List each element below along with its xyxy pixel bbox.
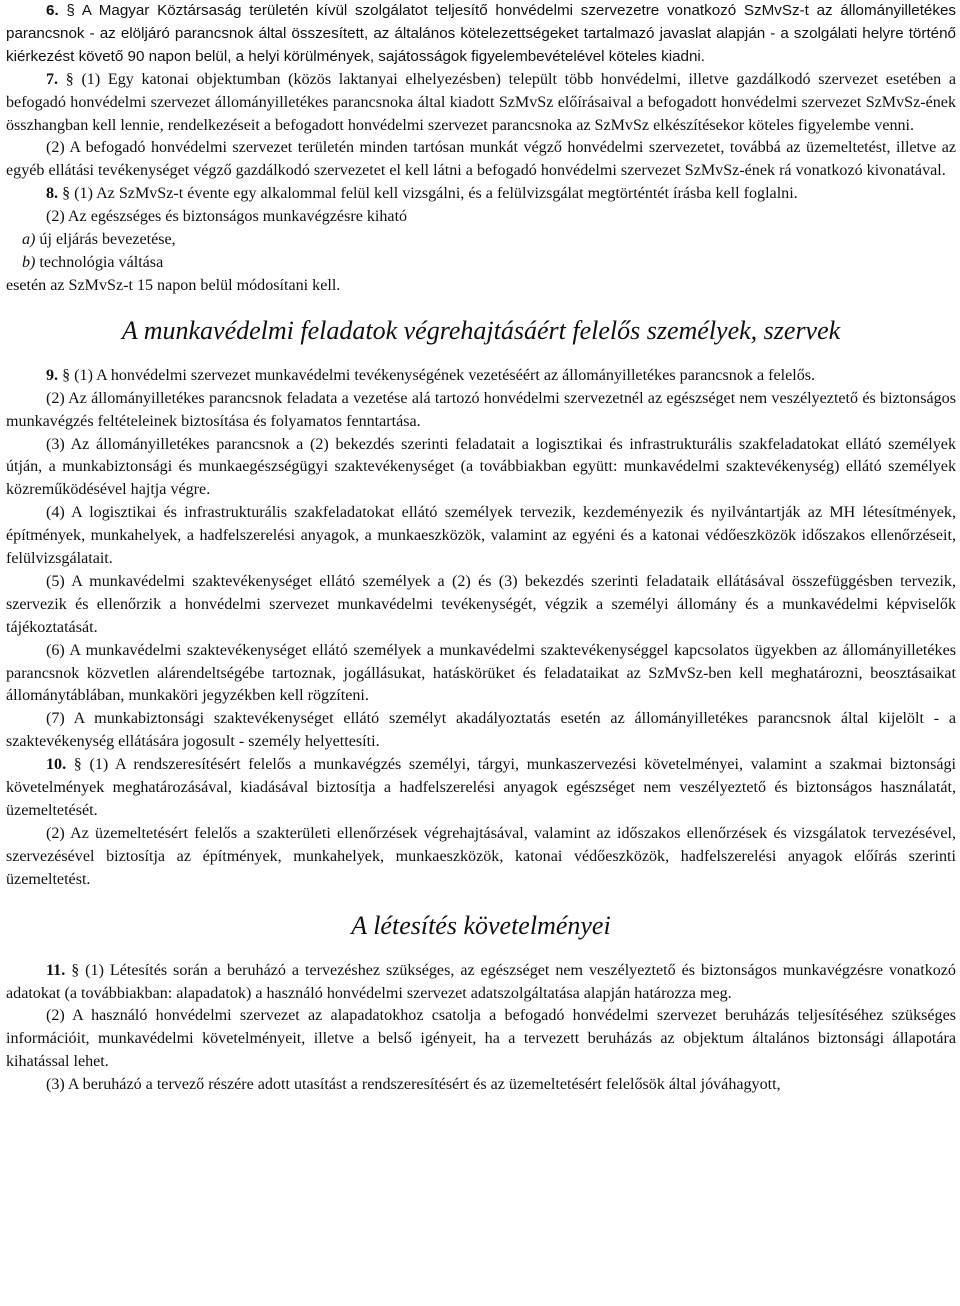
- paragraph-text: (5) A munkavédelmi szaktevékenységet ellátó személyek a (2) és (3) bekezdés szerinti feladataik ellátásával összefüggésben tervezik, szervezik és ellenőrzik a honvédelmi szervezet munkavédelmi tevékenységét, végzik a személyi állomány és a munkavédelmi képviselők tájékoztatását.: [6, 572, 956, 636]
- paragraph-text: (7) A munkabiztonsági szaktevékenységet ellátó személyt akadályoztatás esetén az állományilletékes parancsnok által kijelölt - a szaktevékenység ellátására jogosult - személy helyettesíti.: [6, 710, 956, 751]
- paragraph-text: (2) Az egészséges és biztonságos munkavégzésre kiható: [46, 208, 408, 226]
- paragraph-11-1: [6, 960, 956, 1006]
- list-item: [22, 229, 956, 252]
- paragraph-9-2: [6, 388, 956, 434]
- paragraph-7-2: [6, 137, 956, 183]
- paragraph-text: § A Magyar Köztársaság területén kívül szolgálatot teljesítő honvédelmi szervezetre vonatkozó SzMvSz-t az állományilletékes parancsnok - az elöljáró parancsnok által összesített, az általános kötelezettségeket tartalmazó javaslat alapján - a szolgálati helyre történő kiérkezést követő 90 napon belül, a helyi körülmények, sajátosságok figyelembevételével köteles kiadni.: [6, 2, 956, 65]
- list-item-text: új eljárás bevezetése,: [35, 231, 176, 249]
- paragraph-9-5: [6, 571, 956, 640]
- paragraph-8-2: [6, 206, 956, 229]
- paragraph-9-6: [6, 640, 956, 709]
- paragraph-text: § (1) Létesítés során a beruházó a tervezéshez szükséges, az egészséget nem veszélyeztető és biztonságos munkavégzésre vonatkozó adatokat (a továbbiakban: alapadatok) a használó honvédelmi szervezet adatszolgáltatása alapján határozza meg.: [6, 961, 956, 1002]
- paragraph-text: (4) A logisztikai és infrastrukturális szakfeladatokat ellátó személyek tervezik, kezdeményezik és nyilvántartják az MH létesítmények, építmények, munkahelyek, a hadfelszerelési anyagok, a munkaeszközök, valamint az egyéni és a katonai védőeszközök időszakos ellenőrzéseit, felülvizsgálatait.: [6, 504, 956, 568]
- section-number: 7.: [46, 70, 66, 88]
- list-letter: b): [22, 253, 36, 271]
- list-item: [22, 252, 956, 275]
- paragraph-9-7: [6, 708, 956, 754]
- section-provisions-9-10: [6, 365, 956, 892]
- paragraph-text: (2) A használó honvédelmi szervezet az alapadatokhoz csatolja a befogadó honvédelmi szervezet beruházás teljesítéséhez szükséges információit, munkavédelmi követelményeit, illetve a belső igényeit, ha a tervezett beruházás az objektum általános biztonsági állapotára kihatással lehet.: [6, 1007, 956, 1071]
- paragraph-text: (3) Az állományilletékes parancsnok a (2) bekezdés szerinti feladatait a logisztikai és infrastrukturális szakfeladatokat ellátó személyek útján, a munkabiztonsági és munkaegészségügyi szaktevékenységet (a továbbiakban együtt: munkavédelmi szaktevékenység) ellátó személyek közreműködésével hajtja végre.: [6, 435, 956, 499]
- section-heading: A létesítés követelményei: [351, 910, 611, 940]
- paragraph-text: (6) A munkavédelmi szaktevékenységet ellátó személyek a munkavédelmi szaktevékenységgel kapcsolatos ügyekben az állományilletékes parancsnok közvetlen alárendeltségébe tartoznak, jogállásukat, hatáskörüket és feladataikat az SzMvSz-ben kell meghatározni, beosztásaikat állománytáblában, munkaköri jegyzékben kell rögzíteni.: [6, 641, 956, 705]
- paragraph-10-2: [6, 823, 956, 892]
- paragraph-text: § (1) A rendszeresítésért felelős a munkavégzés személyi, tárgyi, munkaszervezési követelményei, valamint a szakmai biztonsági követelmények meghatározásával, kiadásával biztosítja a hadfelszerelési anyagok egészséget nem veszélyeztető és biztonságos használatát, üzemeltetését.: [6, 756, 956, 819]
- list-letter: a): [22, 231, 36, 249]
- paragraph-7-1: [6, 69, 956, 138]
- paragraph-text: (2) A befogadó honvédelmi szervezet területén minden tartósan munkát végző honvédelmi szervezetet, továbbá az üzemeltetést, illetve az egyéb ellátási tevékenységet végző gazdálkodó szervezetet el kell látni a befogadó honvédelmi szervezet SzMvSz-ének rá vonatkozó kivonatával.: [6, 139, 956, 180]
- section-number: 10.: [46, 756, 74, 774]
- section-number: 6.: [46, 2, 67, 19]
- section-provisions-11: [6, 960, 956, 1097]
- paragraph-text: § (1) A honvédelmi szervezet munkavédelmi tevékenységének vezetéséért az állományilletékes parancsnok a felelős.: [62, 366, 816, 384]
- section-number: 8.: [46, 185, 63, 203]
- paragraph-6: [6, 0, 956, 69]
- paragraph-text: § (1) Egy katonai objektumban (közös laktanyai elhelyezésben) települt több honvédelmi, illetve gazdálkodó szervezet esetében a befogadó honvédelmi szervezet állományilletékes parancsnoka által kiadott SzMvSz előírásaival a befogadott honvédelmi szervezet SzMvSz-ének összhangban kell lennie, rendelkezéseit a befogadott honvédelmi szervezet parancsnoka az SzMvSz elkészítésekor köteles figyelembe venni.: [6, 70, 956, 134]
- paragraph-9-1: [6, 365, 956, 388]
- paragraph-9-4: [6, 502, 956, 571]
- section-number: 11.: [46, 961, 72, 979]
- paragraph-10-1: [6, 754, 956, 823]
- paragraph-11-3: [6, 1074, 956, 1097]
- paragraph-8-1: [6, 183, 956, 206]
- list-tail: esetén az SzMvSz-t 15 napon belül módosítani kell.: [6, 276, 341, 294]
- section-heading: A munkavédelmi feladatok végrehajtásáért felelős személyek, szervek: [121, 315, 841, 345]
- section-provisions-6-8: [6, 0, 956, 298]
- list: [6, 229, 956, 275]
- paragraph-text: (2) Az üzemeltetésért felelős a szakterületi ellenőrzések végrehajtásával, valamint az időszakos ellenőrzések és vizsgálatok tervezésével, szervezésével biztosítja az építmények, munkahelyek, munkaeszközök, katonai védőeszközök, hadfelszerelési anyagok előírás szerinti üzemeltetést.: [6, 824, 956, 888]
- section-number: 9.: [46, 366, 63, 384]
- paragraph-9-3: [6, 434, 956, 503]
- paragraph-11-2: [6, 1005, 956, 1074]
- paragraph-text: (3) A beruházó a tervező részére adott utasítást a rendszeresítésért és az üzemeltetésért felelősök által jóváhagyott,: [46, 1076, 781, 1094]
- paragraph-text: (2) Az állományilletékes parancsnok feladata a vezetése alá tartozó honvédelmi szervezetnél az egészséget nem veszélyeztető és biztonságos munkavégzés feltételeinek biztosítása és folyamatos fenntartása.: [6, 389, 956, 430]
- paragraph-text: § (1) Az SzMvSz-t évente egy alkalommal felül kell vizsgálni, és a felülvizsgálat megtörténtét írásba kell foglalni.: [62, 185, 798, 203]
- list-item-text: technológia váltása: [35, 253, 164, 271]
